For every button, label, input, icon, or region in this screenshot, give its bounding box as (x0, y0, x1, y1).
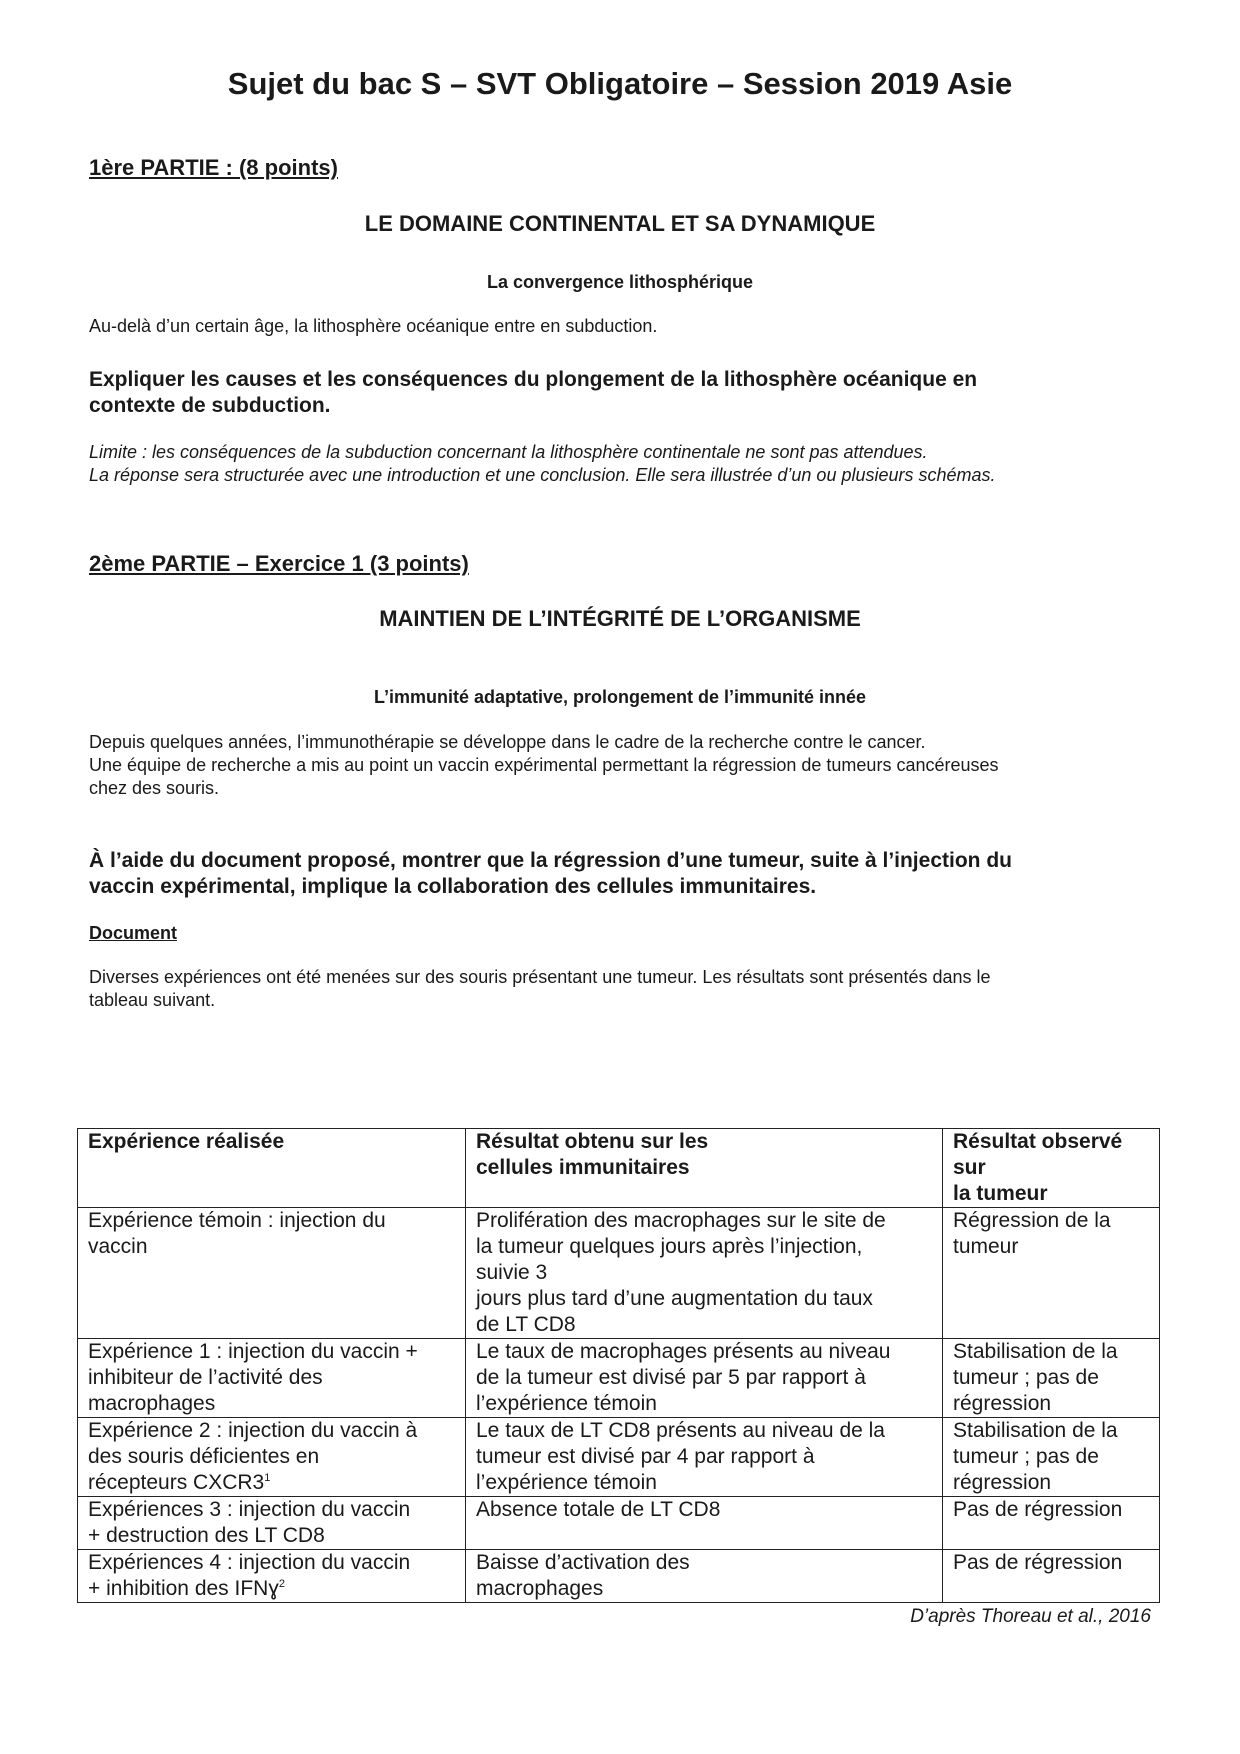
source-citation: D’après Thoreau et al., 2016 (910, 1606, 1151, 1627)
part1-notes (89, 441, 1149, 487)
experience-cell: Expérience 1 : injection du vaccin + inhibiteur de l’activité des macrophages (78, 1339, 466, 1418)
header-tumor-result: Résultat observé sur la tumeur (943, 1129, 1160, 1208)
header-experience: Expérience réalisée (78, 1129, 466, 1208)
intro-line: Une équipe de recherche a mis au point un vaccin expérimental permettant la régression de tumeurs cancéreuses (89, 755, 999, 775)
part2-subtheme: L’immunité adaptative, prolongement de l’immunité innée (373, 687, 867, 707)
header-cells-result: Résultat obtenu sur les cellules immunitaires (466, 1129, 943, 1208)
tumor-result-cell: Pas de régression (943, 1550, 1160, 1603)
tumor-result-cell: Pas de régression (943, 1497, 1160, 1550)
part1-subtheme: La convergence lithosphérique (486, 272, 754, 292)
footnote-marker: 1 (264, 1472, 271, 1484)
note-line: Limite : les conséquences de la subduction concernant la lithosphère continentale ne sont pas attendues. (89, 442, 928, 462)
part1-question (89, 367, 1149, 419)
cells-result-cell: Le taux de LT CD8 présents au niveau de la tumeur est divisé par 4 par rapport à l’expérience témoin (466, 1418, 943, 1497)
table-header-row (78, 1129, 1160, 1208)
intro-line: Depuis quelques années, l’immunothérapie se développe dans le cadre de la recherche contre le cancer. (89, 732, 926, 752)
tumor-result-cell: Régression de la tumeur (943, 1208, 1160, 1339)
cells-result-cell: Le taux de macrophages présents au niveau de la tumeur est divisé par 5 par rapport à l’expérience témoin (466, 1339, 943, 1418)
tumor-result-cell: Stabilisation de la tumeur ; pas de régression (943, 1339, 1160, 1418)
question-line: vaccin expérimental, implique la collaboration des cellules immunitaires. (89, 875, 817, 898)
question-line: contexte de subduction. (89, 394, 331, 417)
experience-cell: Expériences 3 : injection du vaccin + destruction des LT CD8 (78, 1497, 466, 1550)
part1-theme: LE DOMAINE CONTINENTAL ET SA DYNAMIQUE (364, 211, 876, 236)
table-row (78, 1497, 1160, 1550)
cells-result-cell: Baisse d’activation des macrophages (466, 1550, 943, 1603)
part2-question (89, 848, 1149, 900)
table-row (78, 1208, 1160, 1339)
footnote-marker: 2 (278, 1578, 285, 1590)
cells-result-cell: Absence totale de LT CD8 (466, 1497, 943, 1550)
part2-theme: MAINTIEN DE L’INTÉGRITÉ DE L’ORGANISME (379, 606, 861, 631)
table-row (78, 1550, 1160, 1603)
experience-cell: Expérience témoin : injection du vaccin (78, 1208, 466, 1339)
question-line: À l’aide du document proposé, montrer que la régression d’une tumeur, suite à l’injection du (89, 849, 1012, 872)
part2-intro (89, 731, 1149, 800)
page-title: Sujet du bac S – SVT Obligatoire – Session 2019 Asie (227, 66, 1013, 101)
cells-result-cell: Prolifération des macrophages sur le site de la tumeur quelques jours après l’injection, suivie 3 jours plus tard d’une augmentation du taux de LT CD8 (466, 1208, 943, 1339)
experience-cell: Expériences 4 : injection du vaccin + inhibition des IFNɣ$^2$ (78, 1550, 466, 1603)
question-line: Expliquer les causes et les conséquences du plongement de la lithosphère océanique en (89, 368, 978, 391)
experience-cell: Expérience 2 : injection du vaccin à des souris déficientes en récepteurs $CXCR3^1$ (78, 1418, 466, 1497)
document-intro-line: Diverses expériences ont été menées sur des souris présentant une tumeur. Les résultats sont présentés dans le (89, 967, 991, 987)
document-intro-line: tableau suivant. (89, 990, 216, 1010)
results-table (77, 1128, 1160, 1603)
table-row (78, 1339, 1160, 1418)
intro-line: chez des souris. (89, 778, 220, 798)
document-intro (89, 966, 1149, 1012)
part1-intro: Au-delà d’un certain âge, la lithosphère océanique entre en subduction. (89, 316, 658, 336)
note-line: La réponse sera structurée avec une introduction et une conclusion. Elle sera illustrée d’un ou plusieurs schémas. (89, 465, 996, 485)
part2-heading: 2ème PARTIE – Exercice 1 (3 points) (89, 551, 469, 576)
table-row (78, 1418, 1160, 1497)
document-label: Document (89, 923, 178, 943)
tumor-result-cell: Stabilisation de la tumeur ; pas de régression (943, 1418, 1160, 1497)
part1-heading: 1ère PARTIE : (8 points) (89, 155, 338, 180)
